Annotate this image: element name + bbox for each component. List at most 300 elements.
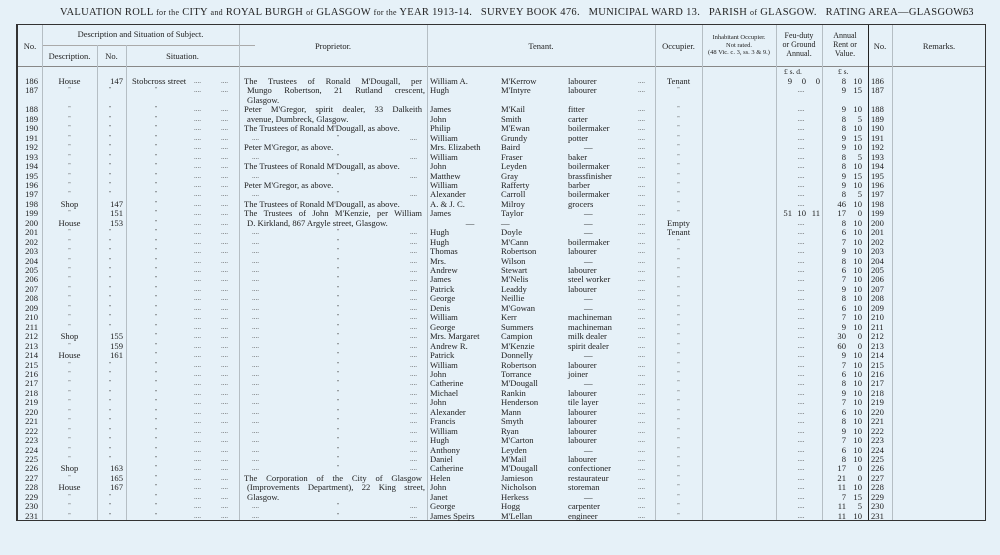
- rating-area: RATING AREA—GLASGOW.: [825, 7, 966, 18]
- row-number-right: 205: [871, 265, 884, 275]
- row-street-number: ": [108, 163, 112, 170]
- row-dots: ....: [221, 492, 228, 501]
- row-tenant-occupation: —: [584, 293, 593, 304]
- row-tenant-surname: Ryan: [501, 425, 519, 436]
- row-tenant-surname: Herkess: [501, 491, 529, 502]
- row-situation: ": [154, 408, 158, 415]
- row-proprietor-ditto: ": [336, 248, 340, 255]
- row-dots: ....: [194, 256, 201, 265]
- row-tenant-surname: M'Mail: [501, 454, 527, 464]
- row-description: ": [68, 257, 71, 264]
- row-dots: ....: [638, 455, 645, 463]
- row-tenant-first-name: George: [430, 321, 456, 332]
- proprietor-line: Glasgow.: [247, 491, 280, 502]
- row-street-number: ": [108, 134, 112, 141]
- row-dots: ....: [194, 105, 201, 114]
- row-proprietor-dots: ....: [252, 436, 259, 445]
- row-number: 201: [25, 227, 38, 238]
- row-proprietor-dots: ....: [252, 133, 259, 142]
- row-dots: ....: [194, 369, 201, 378]
- row-dots: ....: [194, 228, 201, 237]
- row-dots: ....: [221, 143, 228, 152]
- row-proprietor-ditto: ": [336, 295, 340, 302]
- row-occupier: ": [677, 285, 680, 292]
- row-proprietor-dots: ....: [410, 464, 417, 473]
- row-rent-pounds: 9: [841, 132, 846, 143]
- row-dots: ....: [638, 313, 645, 322]
- row-number: 196: [25, 179, 38, 190]
- row-tenant-first-name: Matthew: [430, 170, 461, 181]
- row-tenant-surname: Milroy: [501, 198, 525, 209]
- row-rent-pounds: 7: [841, 435, 846, 446]
- row-tenant-first-name: James: [430, 274, 452, 285]
- row-tenant-surname: Leyden: [501, 444, 527, 455]
- row-proprietor-ditto: ": [336, 352, 340, 359]
- row-tenant-first-name: Thomas: [430, 246, 458, 257]
- row-tenant-surname: Rafferty: [501, 179, 530, 190]
- row-occupier: Tenant: [666, 76, 691, 86]
- row-street-number: ": [108, 323, 112, 330]
- row-dots: ....: [194, 218, 201, 227]
- row-proprietor-dots: ....: [410, 369, 417, 378]
- row-number-right: 213: [871, 340, 884, 351]
- row-tenant-first-name: William: [430, 359, 458, 370]
- row-proprietor-dots: ....: [252, 417, 259, 426]
- row-number: 187: [25, 85, 38, 96]
- row-tenant-surname: Henderson: [501, 397, 539, 408]
- title-part: GLASGOW.: [760, 7, 817, 18]
- row-situation: ": [154, 437, 158, 444]
- row-feu-dots: ....: [797, 294, 805, 303]
- row-number-right: 202: [871, 236, 884, 247]
- row-number-right: 190: [871, 123, 884, 134]
- row-dots: ....: [221, 502, 228, 511]
- row-situation: ": [154, 304, 158, 311]
- row-street-number: ": [108, 418, 112, 425]
- row-feu-dots: ....: [797, 473, 805, 482]
- row-feu-dots: ....: [797, 436, 805, 445]
- row-occupier: ": [677, 370, 680, 377]
- row-rent-pounds: 8: [841, 217, 846, 228]
- row-situation: Stobcross street: [132, 76, 187, 86]
- row-tenant-first-name: William: [430, 151, 458, 162]
- row-tenant-first-name: Andrew: [430, 265, 458, 275]
- proprietor-line: D. Kirkland, 867 Argyle street, Glasgow.: [247, 217, 388, 228]
- row-proprietor-ditto: ": [336, 342, 340, 349]
- row-rent-shillings: 15: [853, 85, 862, 96]
- row-feu-dots: ....: [797, 455, 805, 463]
- row-dots: ....: [194, 199, 201, 208]
- row-description: ": [68, 210, 71, 217]
- row-number: 208: [25, 293, 38, 304]
- row-number-right: 214: [871, 350, 884, 361]
- row-situation: ": [154, 342, 158, 349]
- row-tenant-occupation: machineman: [568, 321, 612, 332]
- row-dots: ....: [638, 379, 645, 388]
- row-dots: ....: [194, 294, 201, 303]
- row-tenant-surname: Taylor: [501, 208, 524, 219]
- row-rent-pounds: 7: [841, 491, 846, 502]
- row-number-right: 187: [871, 85, 884, 96]
- row-rent-shillings: 10: [853, 246, 862, 257]
- row-description: ": [68, 380, 71, 387]
- row-number: 214: [25, 350, 38, 361]
- row-proprietor-dots: ....: [252, 247, 259, 256]
- row-description: ": [68, 342, 71, 349]
- row-rent-shillings: 10: [853, 255, 862, 266]
- header-no-2: No.: [873, 41, 887, 51]
- row-dots: ....: [638, 190, 645, 199]
- row-occupier: Empty: [667, 217, 690, 228]
- row-tenant-first-name: Catherine: [430, 463, 464, 474]
- row-dots: ....: [194, 455, 201, 463]
- header-line: Inhabitant Occupier.: [712, 34, 766, 41]
- row-number: 229: [25, 491, 38, 502]
- row-dots: ....: [638, 398, 645, 407]
- row-occupier: ": [677, 484, 680, 491]
- row-description: ": [68, 418, 71, 425]
- row-situation: ": [154, 484, 158, 491]
- row-dots: ....: [194, 284, 201, 293]
- row-feu-pence: 11: [811, 208, 820, 219]
- row-number-right: 216: [871, 368, 884, 379]
- row-description: ": [68, 437, 71, 444]
- row-description: ": [68, 163, 71, 170]
- row-proprietor-ditto: ": [336, 191, 340, 198]
- row-tenant-first-name: William: [430, 425, 458, 436]
- row-tenant-occupation: —: [584, 208, 593, 219]
- row-rent-pounds: 17: [837, 208, 846, 219]
- row-description: House: [58, 76, 81, 86]
- row-rent-pounds: 8: [841, 293, 846, 304]
- row-number-right: 229: [871, 491, 884, 502]
- row-number-right: 206: [871, 274, 884, 285]
- row-situation: ": [154, 153, 158, 160]
- row-tenant-first-name: John: [430, 482, 447, 493]
- proprietor-line: Mungo Robertson, 21 Rutland crescent,: [247, 85, 425, 96]
- row-proprietor-dots: ....: [410, 275, 417, 284]
- row-proprietor-dots: ....: [410, 502, 417, 511]
- row-rent-shillings: 0: [857, 472, 862, 483]
- row-occupier: ": [677, 512, 680, 519]
- table-row: [18, 512, 986, 521]
- row-dots: ....: [221, 407, 228, 416]
- row-rent-pounds: 8: [841, 378, 846, 389]
- row-number: 216: [25, 368, 38, 379]
- row-tenant-surname: —: [501, 217, 510, 228]
- row-occupier: ": [677, 342, 680, 349]
- row-number-right: 194: [871, 161, 884, 172]
- row-dots: ....: [221, 86, 228, 95]
- row-dots: ....: [221, 294, 228, 303]
- row-street-number: ": [108, 229, 112, 236]
- row-proprietor-ditto: ": [336, 153, 340, 160]
- row-occupier: ": [677, 106, 680, 113]
- row-dots: ....: [638, 86, 645, 95]
- header-feu-duty: [776, 31, 822, 58]
- row-tenant-occupation: —: [584, 142, 593, 153]
- row-proprietor-dots: ....: [252, 294, 259, 303]
- row-tenant-first-name: James: [430, 208, 452, 219]
- row-feu-dots: ....: [797, 266, 805, 274]
- row-feu-dots: ....: [797, 417, 805, 426]
- row-description: ": [68, 474, 71, 481]
- row-number: 204: [25, 255, 38, 266]
- row-situation: ": [154, 503, 158, 510]
- row-situation: ": [154, 219, 158, 226]
- row-rent-shillings: 10: [853, 397, 862, 408]
- row-dots: ....: [638, 105, 645, 114]
- title-part: CITY: [182, 7, 208, 18]
- row-number: 228: [25, 482, 38, 493]
- row-dots: ....: [194, 332, 201, 341]
- row-rent-pounds: 7: [841, 397, 846, 408]
- row-tenant-occupation: tile layer: [568, 397, 599, 408]
- row-tenant-first-name: George: [430, 501, 456, 512]
- header-proprietor: Proprietor.: [314, 41, 352, 51]
- row-situation: ": [154, 267, 158, 273]
- row-tenant-occupation: labourer: [568, 454, 597, 464]
- row-rent-shillings: 10: [853, 227, 862, 238]
- row-rent-shillings: 10: [853, 293, 862, 304]
- row-rent-pounds: 60: [837, 340, 846, 351]
- row-number-right: 195: [871, 170, 884, 181]
- row-description: ": [68, 408, 71, 415]
- row-tenant-occupation: —: [584, 350, 593, 361]
- row-feu-shillings: 10: [797, 208, 806, 219]
- row-number-right: 199: [871, 208, 884, 219]
- row-proprietor-dots: ....: [252, 171, 259, 180]
- row-number-right: 220: [871, 406, 884, 417]
- row-proprietor-dots: ....: [410, 256, 417, 265]
- row-number: 202: [25, 236, 38, 247]
- row-proprietor-dots: ....: [252, 445, 259, 454]
- row-dots: ....: [194, 398, 201, 407]
- row-dots: ....: [638, 417, 645, 426]
- row-description: ": [68, 172, 71, 179]
- row-tenant-occupation: grocers: [568, 198, 594, 209]
- row-feu-dots: ....: [797, 275, 805, 284]
- row-rent-pounds: 30: [837, 331, 846, 342]
- row-occupier: ": [677, 304, 680, 311]
- row-proprietor-ditto: ": [336, 134, 340, 141]
- row-proprietor-dots: ....: [410, 417, 417, 426]
- row-description: ": [68, 144, 71, 151]
- row-number-right: 217: [871, 378, 884, 389]
- row-dots: ....: [194, 275, 201, 284]
- row-dots: ....: [638, 228, 645, 237]
- row-tenant-surname: Baird: [501, 142, 521, 153]
- row-feu-dots: ....: [797, 152, 805, 161]
- row-rent-pounds: 8: [841, 255, 846, 266]
- row-proprietor-dots: ....: [252, 455, 259, 463]
- row-tenant-occupation: —: [584, 217, 593, 228]
- group-divider: [42, 45, 255, 46]
- row-feu-dots: ....: [797, 228, 805, 237]
- row-dots: ....: [221, 313, 228, 322]
- row-dots: ....: [194, 351, 201, 360]
- row-rent-shillings: 10: [853, 312, 862, 323]
- row-tenant-occupation: milk dealer: [568, 331, 607, 342]
- row-number: 193: [25, 151, 38, 162]
- row-rent-shillings: 10: [853, 104, 862, 115]
- row-proprietor-dots: ....: [410, 247, 417, 256]
- row-street-number: ": [108, 370, 112, 377]
- row-street-number: ": [108, 267, 112, 273]
- row-number: 198: [25, 198, 38, 209]
- row-feu-dots: ....: [797, 445, 805, 454]
- row-number-right: 201: [871, 227, 884, 238]
- row-number: 212: [25, 331, 38, 342]
- row-dots: ....: [221, 256, 228, 265]
- row-number-right: 225: [871, 454, 884, 464]
- row-tenant-first-name: Patrick: [430, 350, 455, 361]
- row-description: House: [58, 482, 81, 493]
- header-line: Feu-duty: [784, 31, 814, 40]
- row-dots: ....: [221, 426, 228, 435]
- row-proprietor-dots: ....: [410, 237, 417, 246]
- row-tenant-occupation: labourer: [568, 416, 597, 427]
- row-tenant-occupation: restaurateur: [568, 472, 609, 483]
- row-proprietor-dots: ....: [410, 445, 417, 454]
- row-occupier: ": [677, 418, 680, 425]
- row-tenant-occupation: spirit dealer: [568, 340, 609, 351]
- row-description: ": [68, 134, 71, 141]
- row-tenant-surname: Mann: [501, 406, 522, 417]
- row-proprietor-ditto: ": [336, 437, 340, 444]
- row-rent-shillings: 10: [853, 321, 862, 332]
- header-no: No.: [23, 41, 37, 51]
- row-street-number: ": [108, 238, 112, 245]
- row-street-number: ": [108, 512, 112, 519]
- row-description: ": [68, 181, 71, 188]
- row-rent-pounds: 8: [841, 151, 846, 162]
- row-tenant-occupation: potter: [568, 132, 589, 143]
- row-tenant-surname: Hogg: [501, 501, 521, 512]
- row-tenant-occupation: labourer: [568, 246, 597, 257]
- row-number: 218: [25, 387, 38, 398]
- row-situation: ": [154, 456, 158, 462]
- row-number: 195: [25, 170, 38, 181]
- row-number: 230: [25, 501, 38, 512]
- row-street-number: 161: [110, 350, 123, 361]
- row-street-number: 147: [110, 198, 123, 209]
- row-dots: ....: [221, 218, 228, 227]
- row-dots: ....: [194, 360, 201, 369]
- row-street-number: ": [108, 446, 112, 453]
- row-tenant-first-name: Philip: [430, 123, 451, 134]
- row-tenant-first-name: Catherine: [430, 378, 464, 389]
- row-street-number: ": [108, 125, 112, 132]
- row-tenant-occupation: machineman: [568, 312, 612, 323]
- row-dots: ....: [638, 407, 645, 416]
- row-tenant-occupation: storeman: [568, 482, 600, 493]
- row-tenant-occupation: carter: [568, 113, 588, 124]
- row-tenant-surname: M'Kerrow: [501, 76, 537, 86]
- row-dots: ....: [194, 388, 201, 397]
- row-rent-pounds: 17: [837, 463, 846, 474]
- row-tenant-occupation: boilermaker: [568, 123, 610, 134]
- row-street-number: 155: [110, 331, 123, 342]
- row-rent-shillings: 10: [853, 378, 862, 389]
- row-occupier: ": [677, 115, 680, 122]
- row-situation: ": [154, 512, 158, 519]
- row-feu-dots: ....: [797, 143, 805, 152]
- row-street-number: 147: [110, 76, 123, 86]
- row-number-right: 197: [871, 189, 884, 200]
- row-number: 210: [25, 312, 38, 323]
- row-rent-pounds: 6: [841, 368, 846, 379]
- row-dots: ....: [194, 502, 201, 511]
- row-dots: ....: [194, 114, 201, 123]
- row-situation: ": [154, 399, 158, 406]
- row-feu-dots: ....: [797, 388, 805, 397]
- header-line: or Ground: [782, 40, 816, 49]
- row-tenant-occupation: labourer: [568, 425, 597, 436]
- row-rent-shillings: 10: [853, 435, 862, 446]
- row-number: 211: [25, 321, 38, 332]
- row-situation: ": [154, 418, 158, 425]
- row-dots: ....: [194, 492, 201, 501]
- row-feu-dots: ....: [797, 114, 805, 123]
- row-tenant-occupation: confectioner: [568, 463, 611, 474]
- proprietor-line: Peter M'Gregor, spirit dealer, 33 Dalkeith: [244, 104, 422, 115]
- row-proprietor-dots: ....: [252, 266, 259, 274]
- header-remarks: Remarks.: [922, 41, 956, 51]
- proprietor-line: (Improvements Department), 22 King street,: [247, 482, 425, 493]
- row-feu-dots: ....: [797, 124, 805, 133]
- row-number-right: 209: [871, 302, 884, 313]
- row-rent-shillings: 10: [853, 350, 862, 361]
- row-feu-dots: ....: [797, 502, 805, 511]
- row-rent-pounds: 8: [841, 123, 846, 134]
- row-number-right: 231: [871, 510, 884, 521]
- row-feu-dots: ....: [797, 351, 805, 360]
- row-description: ": [68, 399, 71, 406]
- row-dots: ....: [194, 417, 201, 426]
- row-number: 191: [25, 132, 38, 143]
- row-tenant-occupation: steel worker: [568, 274, 611, 285]
- row-dots: ....: [194, 209, 201, 218]
- row-rent-shillings: 10: [853, 406, 862, 417]
- row-tenant-occupation: —: [584, 491, 593, 502]
- row-tenant-occupation: baker: [568, 151, 588, 162]
- row-street-number: 151: [110, 208, 123, 219]
- row-occupier: ": [677, 248, 680, 255]
- row-description: ": [68, 238, 71, 245]
- row-number-right: 186: [871, 76, 884, 86]
- row-description: ": [68, 370, 71, 377]
- row-rent-shillings: 10: [853, 236, 862, 247]
- row-description: ": [68, 115, 71, 122]
- row-rent-pounds: 9: [841, 246, 846, 257]
- row-tenant-occupation: —: [584, 444, 593, 455]
- row-proprietor-ditto: ": [336, 304, 340, 311]
- row-street-number: ": [108, 257, 112, 264]
- row-occupier: ": [677, 125, 680, 132]
- row-proprietor-dots: ....: [410, 322, 417, 331]
- row-situation: ": [154, 115, 158, 122]
- row-proprietor-dots: ....: [410, 436, 417, 445]
- row-tenant-occupation: labourer: [568, 406, 597, 417]
- row-feu-dots: ....: [797, 341, 805, 350]
- row-dots: ....: [221, 303, 228, 312]
- row-tenant-first-name: Francis: [430, 416, 456, 427]
- row-proprietor-dots: ....: [252, 322, 259, 331]
- row-proprietor-dots: ....: [252, 152, 259, 161]
- row-tenant-occupation: labourer: [568, 387, 597, 398]
- row-rent-shillings: 10: [853, 510, 862, 521]
